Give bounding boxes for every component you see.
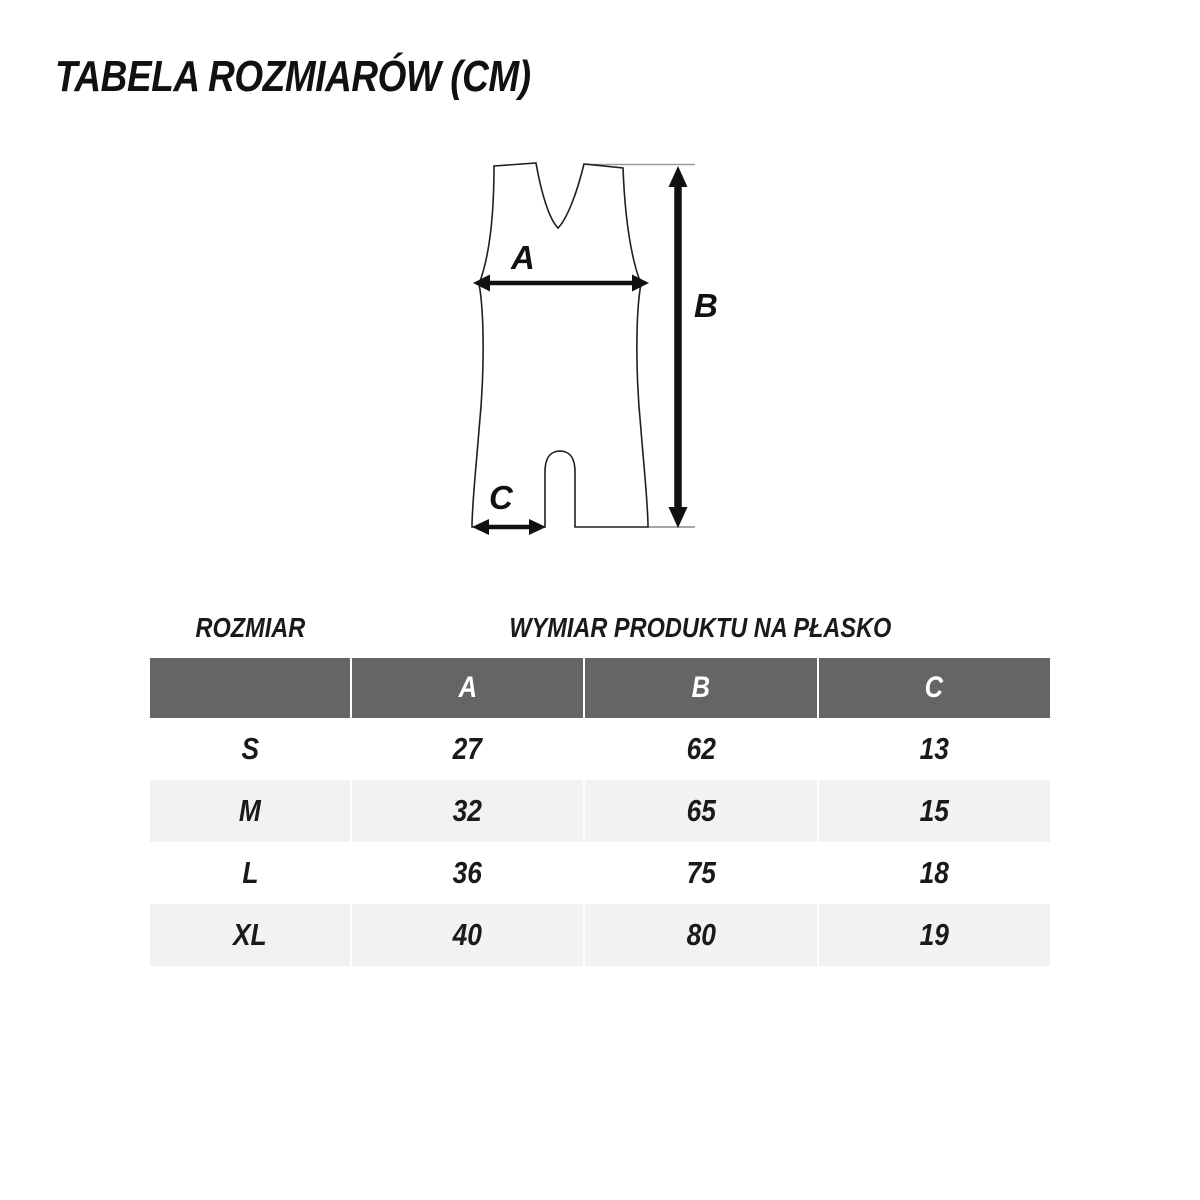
table-row-xl: [150, 904, 1050, 966]
size-cell: M: [239, 793, 261, 828]
width-arrow-a: [473, 275, 649, 292]
header-cell-a: A: [350, 658, 583, 718]
measure-columns-label: WYMIAR PRODUKTU NA PŁASKO: [509, 612, 891, 643]
singlet-drawing: [440, 140, 760, 560]
size-table-section: [150, 598, 1050, 966]
header-cell-empty: [150, 658, 350, 718]
header-cell-c: C: [817, 658, 1050, 718]
size-column-label: ROZMIAR: [195, 612, 305, 643]
value-cell-a: 40: [350, 904, 583, 966]
page-title: [55, 52, 621, 102]
diagram-label-b: B: [694, 287, 718, 324]
value-cell-a: 32: [350, 780, 583, 842]
table-section-labels: [150, 598, 1050, 658]
value-cell-b: 65: [583, 780, 816, 842]
diagram-label-a: A: [511, 239, 535, 276]
table-header-row: [150, 658, 1050, 718]
diagram-label-c: C: [489, 479, 513, 516]
size-cell: L: [241, 855, 259, 890]
value-cell-b: 62: [583, 718, 816, 780]
value-cell-b: 80: [583, 904, 816, 966]
singlet-outline: [472, 163, 648, 527]
size-cell: S: [241, 731, 259, 766]
size-cell: XL: [233, 917, 267, 952]
height-arrow-b: [669, 166, 688, 528]
value-cell-c: 18: [817, 842, 1050, 904]
value-cell-b: 75: [583, 842, 816, 904]
value-cell-c: 13: [817, 718, 1050, 780]
value-cell-c: 15: [817, 780, 1050, 842]
page-title-text: TABELA ROZMIARÓW (CM): [55, 52, 531, 101]
header-cell-b: B: [583, 658, 816, 718]
table-row-m: [150, 780, 1050, 842]
table-row-s: [150, 718, 1050, 780]
leg-arrow-c: [472, 519, 546, 535]
value-cell-a: 36: [350, 842, 583, 904]
value-cell-c: 19: [817, 904, 1050, 966]
table-row-l: [150, 842, 1050, 904]
garment-diagram: [440, 140, 760, 560]
value-cell-a: 27: [350, 718, 583, 780]
